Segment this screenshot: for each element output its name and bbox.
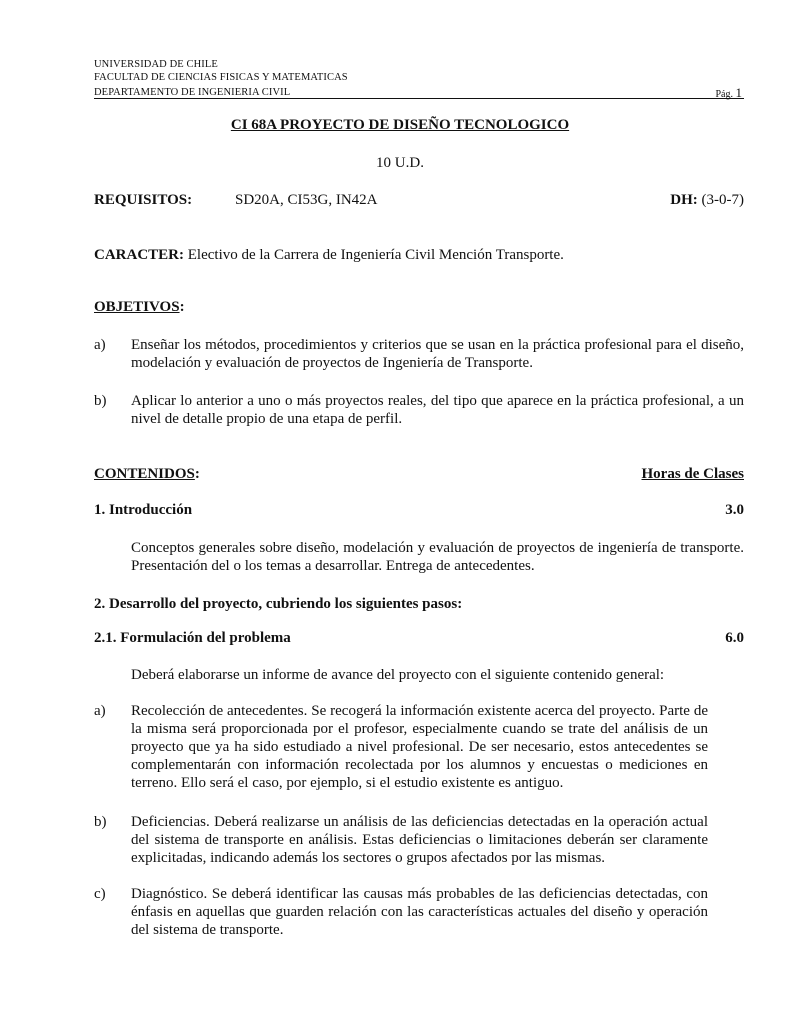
item-a-text: Recolección de antecedentes. Se recogerá la información existente acerca del proyecto. Parte de la misma será proporcionada por el profesor, especialmente cuando se trate del análisis de un proyecto que ya ha sido estudiado a nivel profesional. De ser necesario, estos antecedentes se complementarán con información recolectada por los alumnos y encuestas o mediciones en terreno. Ello será el caso, por ejemplo, si el estudio existente es antiguo. xyxy=(131,703,708,791)
requisitos-value: SD20A, CI53G, IN42A xyxy=(235,192,378,208)
section-2-1-hours: 6.0 xyxy=(725,630,744,646)
caracter-label: CARACTER: xyxy=(94,247,184,263)
objetivo-a-text: Enseñar los métodos, procedimientos y criterios que se usan en la práctica profesional para el diseño, modelación y evaluación de proyectos de Ingeniería de Transporte. xyxy=(131,337,744,371)
header-department: DEPARTAMENTO DE INGENIERIA CIVIL xyxy=(94,87,291,98)
section-2-1-intro: Deberá elaborarse un informe de avance del proyecto con el siguiente contenido general: xyxy=(131,667,665,683)
page-indicator xyxy=(716,85,743,101)
caracter-value: Electivo de la Carrera de Ingeniería Civil Mención Transporte. xyxy=(187,247,564,263)
caracter-line xyxy=(94,246,564,264)
objetivo-a-marker: a) xyxy=(94,337,106,353)
objetivos-heading: OBJETIVOS: xyxy=(94,299,185,315)
dh-field xyxy=(670,191,744,209)
contenidos-heading: CONTENIDOS: xyxy=(94,466,200,482)
header-university: UNIVERSIDAD DE CHILE xyxy=(94,59,218,70)
section-2-1-title: 2.1. Formulación del problema xyxy=(94,630,291,646)
hours-heading: Horas de Clases xyxy=(641,466,744,482)
header-faculty: FACULTAD DE CIENCIAS FISICAS Y MATEMATICAS xyxy=(94,72,348,83)
item-c-text: Diagnóstico. Se deberá identificar las causas más probables de las deficiencias detectadas, con énfasis en aquellas que guarden relación con las características actuales del diseño y operación del sistema de transporte. xyxy=(131,886,708,938)
section-2-title: 2. Desarrollo del proyecto, cubriendo los siguientes pasos: xyxy=(94,596,463,612)
item-a-marker: a) xyxy=(94,703,106,719)
page-label: Pág. xyxy=(715,89,733,100)
objetivo-b-marker: b) xyxy=(94,393,107,409)
course-title: CI 68A PROYECTO DE DISEÑO TECNOLOGICO xyxy=(230,117,570,133)
dh-label: DH: xyxy=(670,192,698,208)
item-b-text: Deficiencias. Deberá realizarse un análisis de las deficiencias detectadas en la operación actual del sistema de transporte en análisis. Estas deficiencias o limitaciones deberán ser claramente explicitadas, indicando además los sectores o grupos afectados por las mismas. xyxy=(131,814,708,866)
dh-value: (3-0-7) xyxy=(701,192,744,208)
section-1-title: 1. Introducción xyxy=(94,502,193,518)
requisitos-label: REQUISITOS: xyxy=(94,192,193,208)
objetivo-b-text: Aplicar lo anterior a uno o más proyectos reales, del tipo que aparece en la práctica profesional, a un nivel de detalle propio de una etapa de perfil. xyxy=(131,393,744,427)
header-rule xyxy=(94,98,744,99)
section-1-text: Conceptos generales sobre diseño, modelación y evaluación de proyectos de ingeniería de transporte. Presentación del o los temas a desarrollar. Entrega de antecedentes. xyxy=(131,540,744,574)
item-c-marker: c) xyxy=(94,886,106,902)
section-1-hours: 3.0 xyxy=(725,502,744,518)
course-units: 10 U.D. xyxy=(376,155,424,171)
page-number: 1 xyxy=(735,85,742,100)
item-b-marker: b) xyxy=(94,814,107,830)
